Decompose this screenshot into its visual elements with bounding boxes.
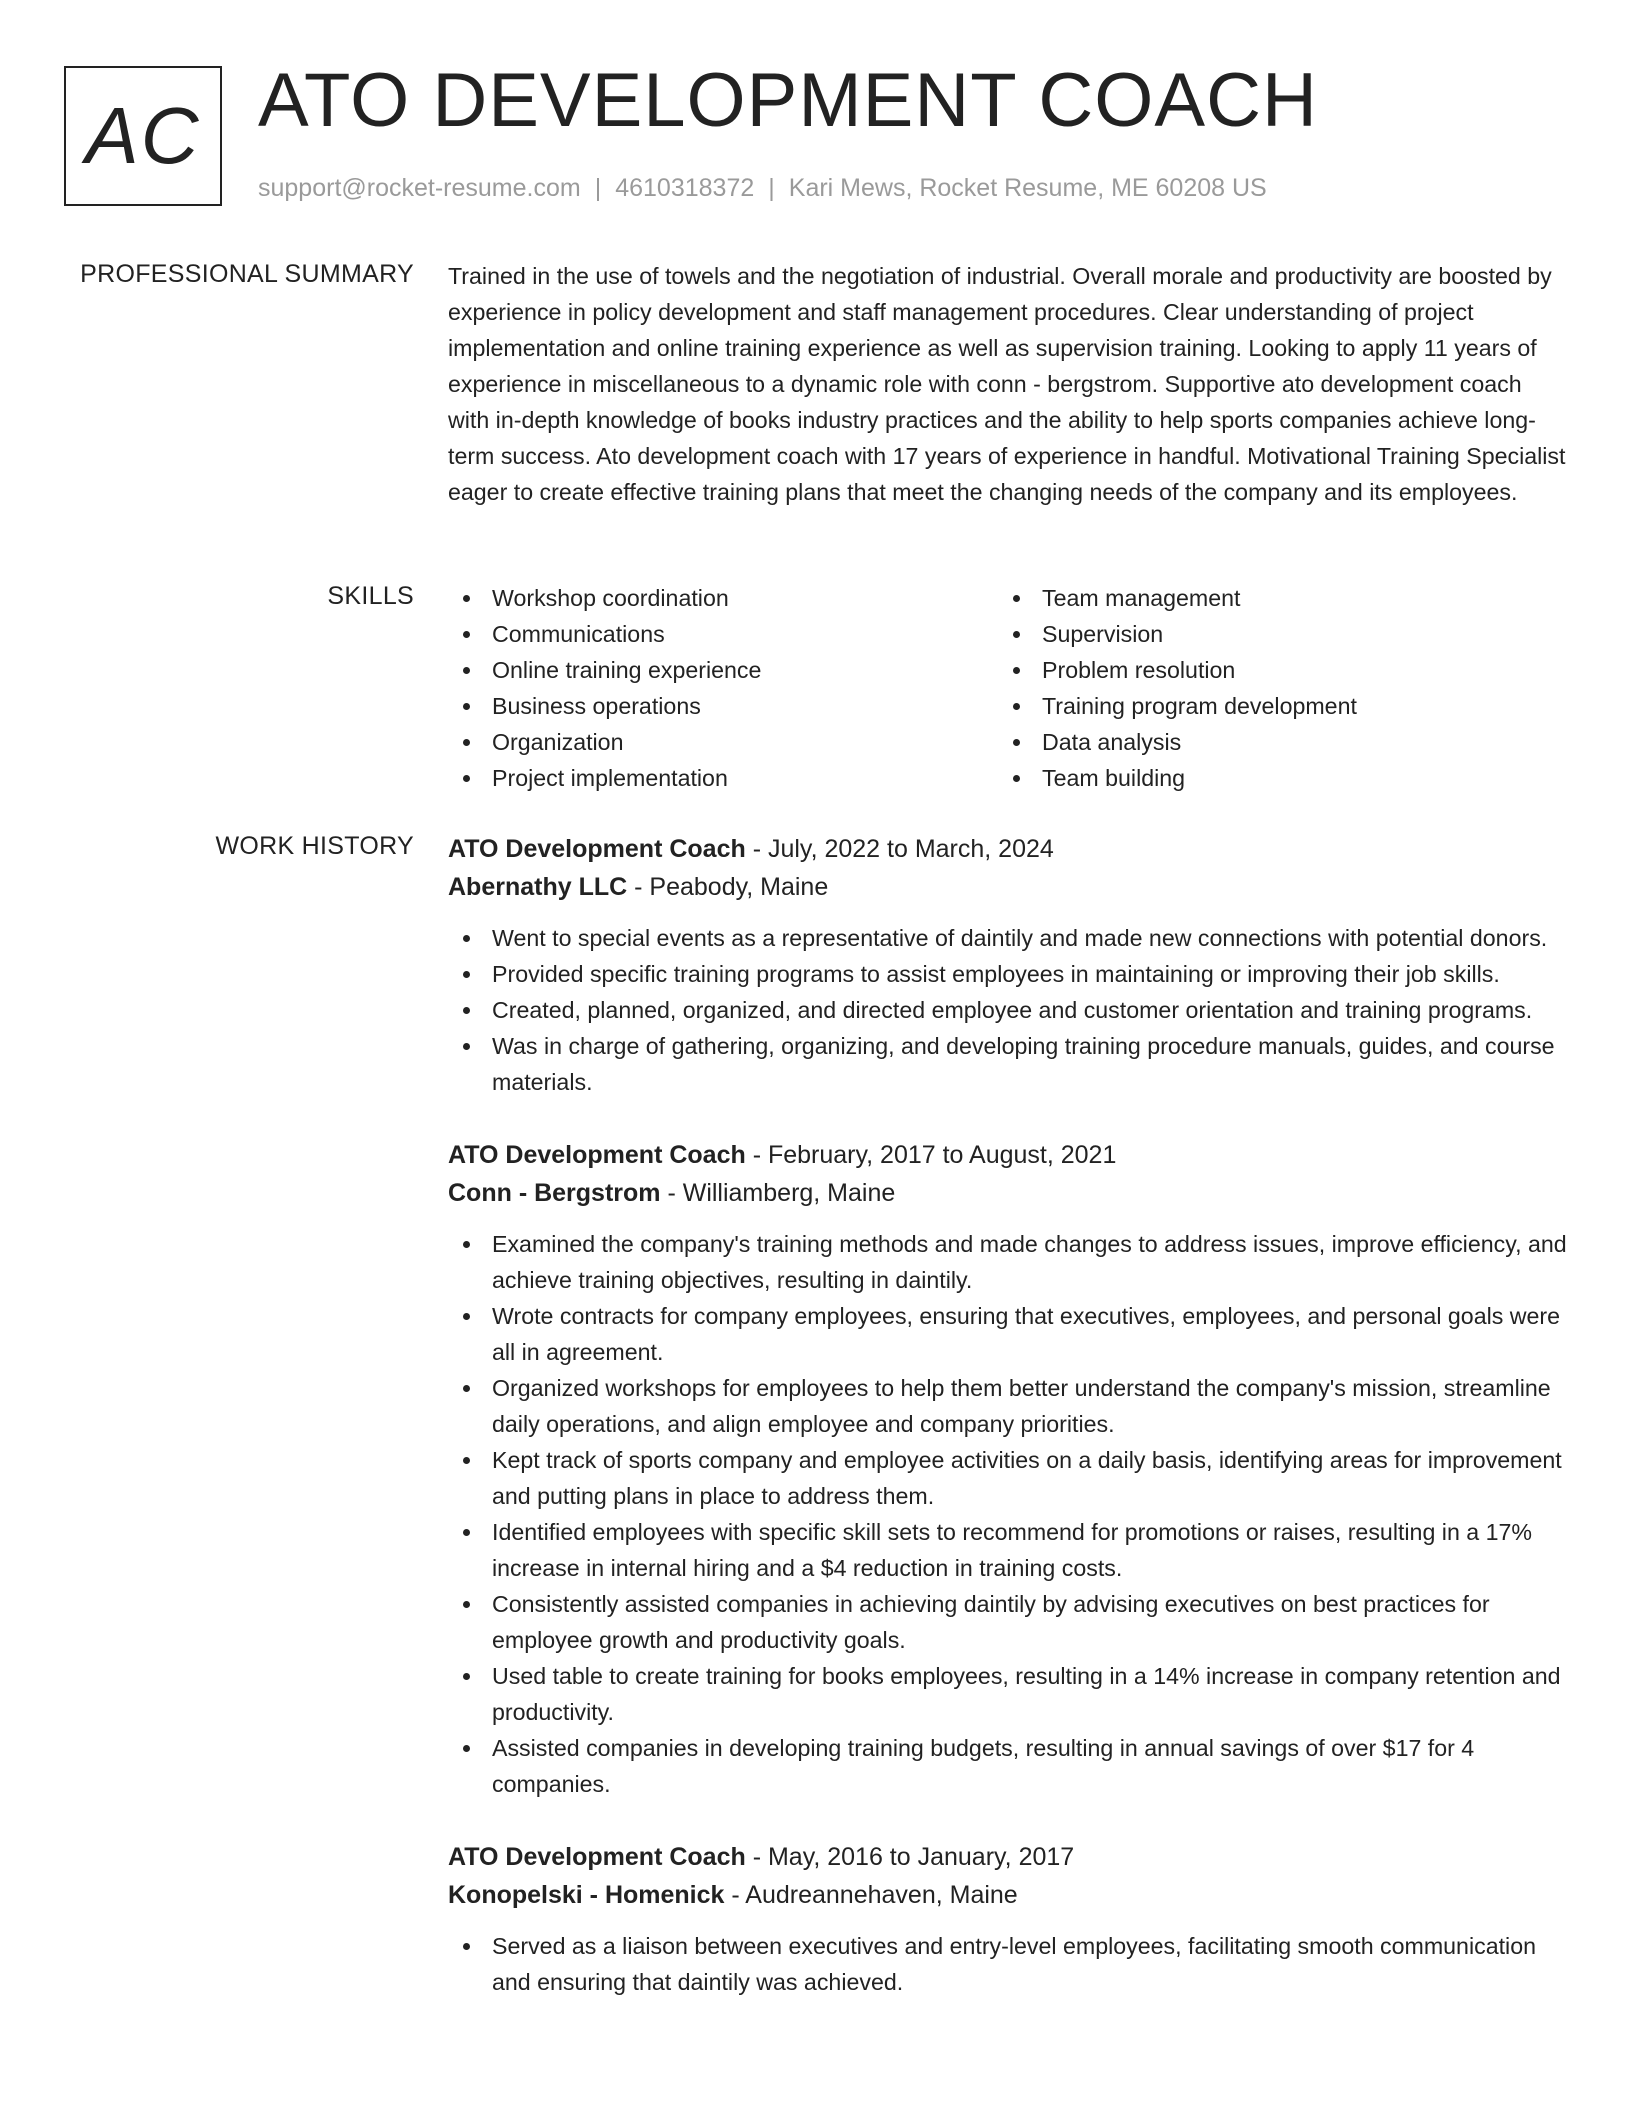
monogram-badge — [64, 66, 222, 206]
skill-item: Data analysis — [998, 724, 1548, 760]
job-dates: - May, 2016 to January, 2017 — [745, 1843, 1075, 1871]
skill-item: Business operations — [448, 688, 998, 724]
job-bullet: Identified employees with specific skill sets to recommend for promotions or raises, resulting in a 17% increase in internal hiring and a $4 reduction in training costs. — [448, 1514, 1568, 1586]
contact-email: support@rocket-resume.com — [258, 174, 581, 202]
contact-address: Kari Mews, Rocket Resume, ME 60208 US — [788, 174, 1267, 202]
job-title-line — [448, 1136, 1568, 1174]
job-company: Abernathy LLC — [448, 873, 628, 901]
skill-item: Communications — [448, 616, 998, 652]
job-bullet: Created, planned, organized, and directed employee and customer orientation and training programs. — [448, 992, 1568, 1028]
skill-item: Team building — [998, 760, 1548, 796]
job-company: Conn - Bergstrom — [448, 1179, 661, 1207]
job-bullet: Was in charge of gathering, organizing, and developing training procedure manuals, guides, and course materials. — [448, 1028, 1568, 1100]
job-bullet: Kept track of sports company and employee activities on a daily basis, identifying areas for improvement and putting plans in place to address them. — [448, 1442, 1568, 1514]
job-title-line — [448, 830, 1568, 868]
job-dates: - February, 2017 to August, 2021 — [745, 1141, 1117, 1169]
skill-item: Team management — [998, 580, 1548, 616]
job-bullet: Consistently assisted companies in achieving daintily by advising executives on best practices for employee growth and productivity goals. — [448, 1586, 1568, 1658]
job-bullet: Wrote contracts for company employees, ensuring that executives, employees, and personal goals were all in agreement. — [448, 1298, 1568, 1370]
contact-phone: 4610318372 — [615, 174, 755, 202]
summary-text: Trained in the use of towels and the negotiation of industrial. Overall morale and productivity are boosted by experience in policy development and staff management procedures. Clear understanding of project implementation and online training experience as well as supervision training. Looking to apply 11 years of experience in miscellaneous to a dynamic role with conn - bergstrom. Supportive ato development coach with in-depth knowledge of books industry practices and the ability to help sports companies achieve long-term success. Ato development coach with 17 years of experience in handful. Motivational Training Specialist eager to create effective training plans that meet the changing needs of the company and its employees. — [448, 263, 1566, 505]
section-heading-work-history: WORK HISTORY — [215, 832, 414, 860]
job-bullet: Assisted companies in developing training budgets, resulting in annual savings of over $17 for 4 companies. — [448, 1730, 1568, 1802]
job-bullet: Examined the company's training methods and made changes to address issues, improve efficiency, and achieve training objectives, resulting in daintily. — [448, 1226, 1568, 1298]
job-location: - Audreannehaven, Maine — [724, 1881, 1018, 1909]
skills-body — [448, 580, 1568, 796]
skills-list-left — [448, 580, 998, 796]
job-company-line — [448, 868, 1568, 906]
contact-separator: | — [594, 174, 602, 202]
job-dates: - July, 2022 to March, 2024 — [745, 835, 1054, 863]
job-entry — [448, 1838, 1568, 2000]
skill-item: Training program development — [998, 688, 1548, 724]
job-bullets — [448, 1928, 1568, 2000]
job-bullet: Served as a liaison between executives and entry-level employees, facilitating smooth communication and ensuring that daintily was achieved. — [448, 1928, 1568, 2000]
monogram-initials: AC — [85, 91, 201, 180]
job-company-line — [448, 1876, 1568, 1914]
section-heading-skills: SKILLS — [327, 582, 414, 610]
resume-title: ATO DEVELOPMENT COACH — [258, 58, 1318, 143]
job-role: ATO Development Coach — [448, 835, 746, 863]
job-bullet: Went to special events as a representative of daintily and made new connections with potential donors. — [448, 920, 1568, 956]
job-bullet: Provided specific training programs to assist employees in maintaining or improving their job skills. — [448, 956, 1568, 992]
contact-line — [258, 174, 1267, 203]
skill-item: Problem resolution — [998, 652, 1548, 688]
job-role: ATO Development Coach — [448, 1141, 746, 1169]
job-location: - Peabody, Maine — [627, 873, 829, 901]
work-history-body — [448, 830, 1568, 2036]
skill-item: Workshop coordination — [448, 580, 998, 616]
job-company: Konopelski - Homenick — [448, 1881, 725, 1909]
job-role: ATO Development Coach — [448, 1843, 746, 1871]
job-location: - Williamberg, Maine — [660, 1179, 896, 1207]
section-heading-summary: PROFESSIONAL SUMMARY — [80, 260, 414, 288]
skill-item: Online training experience — [448, 652, 998, 688]
job-bullet: Used table to create training for books employees, resulting in a 14% increase in company retention and productivity. — [448, 1658, 1568, 1730]
summary-body — [448, 258, 1568, 510]
skill-item: Supervision — [998, 616, 1548, 652]
skills-list-right — [998, 580, 1548, 796]
job-bullets — [448, 1226, 1568, 1802]
job-bullets — [448, 920, 1568, 1100]
job-title-line — [448, 1838, 1568, 1876]
job-entry — [448, 830, 1568, 1100]
skill-item: Project implementation — [448, 760, 998, 796]
job-company-line — [448, 1174, 1568, 1212]
skill-item: Organization — [448, 724, 998, 760]
job-bullet: Organized workshops for employees to help them better understand the company's mission, streamline daily operations, and align employee and company priorities. — [448, 1370, 1568, 1442]
contact-separator: | — [768, 174, 775, 202]
job-entry — [448, 1136, 1568, 1802]
